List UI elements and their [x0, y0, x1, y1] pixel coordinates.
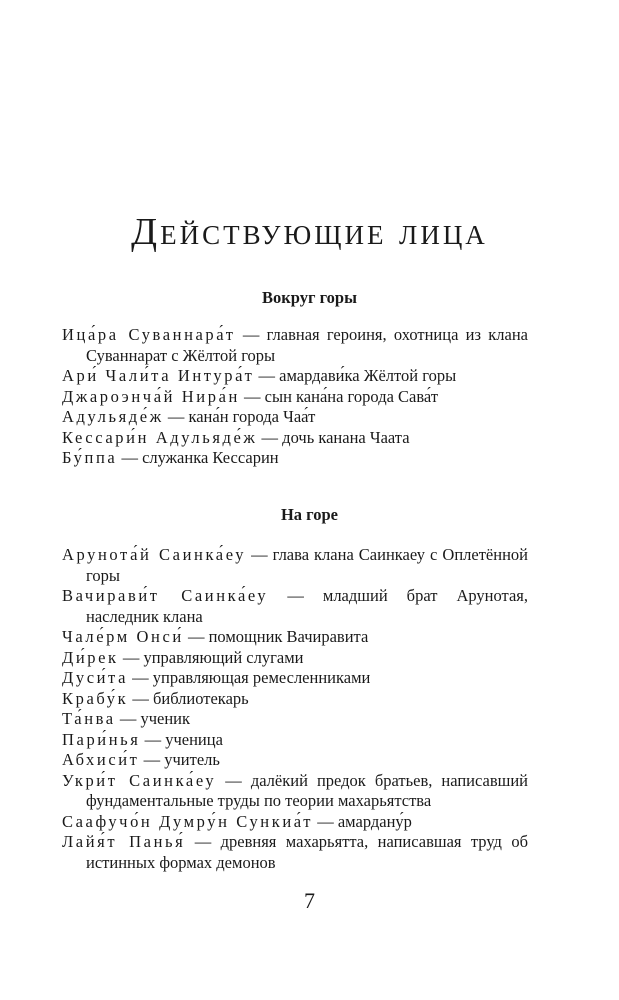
character-entry [62, 812, 528, 833]
character-name: Укри́т Саинка́еу [62, 770, 217, 790]
character-name: Абхиси́т [62, 750, 140, 769]
character-name: Вачирави́т Саинка́еу [62, 586, 269, 605]
character-name: Адульяде́ж [62, 407, 164, 426]
section-heading-on-mountain: На горе [280, 505, 339, 524]
character-entry [62, 325, 528, 366]
character-entry [62, 668, 528, 689]
character-list-on-mountain [62, 545, 528, 873]
character-description: — управляющий слугами [118, 647, 304, 667]
character-name: Крабу́к [62, 688, 129, 708]
character-description: — древняя махарьятта, написавшая труд об истинных формах демонов [86, 832, 528, 872]
character-description: — младший брат Арунотая, наследник клана [86, 586, 528, 626]
character-entry [62, 448, 528, 469]
character-entry [62, 709, 528, 730]
character-name: Дуси́та [62, 668, 128, 687]
character-description: — помощник Вачиравита [183, 627, 369, 646]
character-entry [62, 648, 528, 669]
character-name: Бу́ппа [62, 448, 118, 467]
character-description: — главная героиня, охотница из клана Суваннарат с Жёлтой горы [86, 325, 528, 365]
character-name: Ди́рек [62, 647, 119, 667]
character-entry [62, 832, 528, 873]
character-description: — управляющая ремесленниками [128, 668, 371, 687]
page-title: Действующие лица [131, 211, 488, 253]
character-description: — дочь канана Чаата [257, 427, 410, 447]
character-description: — кана́н города Чаа́т [163, 407, 316, 426]
character-name: Саафучо́н Думру́н Сункиа́т [62, 811, 314, 831]
character-list-around-mountain [62, 325, 528, 469]
character-name: Чале́рм Онси́ [62, 627, 184, 646]
character-name: Ица́ра Суваннара́т [62, 325, 236, 344]
character-entry [62, 407, 528, 428]
character-name: Пари́нья [62, 729, 141, 749]
character-description: — амардану́р [313, 811, 412, 831]
character-entry [62, 586, 528, 627]
character-entry [62, 689, 528, 710]
character-entry [62, 387, 528, 408]
character-description: — сын кана́на города Сава́т [239, 386, 439, 406]
character-description: — амардави́ка Жёлтой горы [254, 366, 457, 385]
character-name: Та́нва [62, 709, 116, 728]
character-name: Ари́ Чали́та Интура́т [62, 366, 255, 385]
section-heading-around-mountain: Вокруг горы [262, 288, 357, 307]
character-entry [62, 750, 528, 771]
character-name: Джароэнча́й Нира́н [62, 386, 240, 406]
character-entry [62, 730, 528, 751]
character-description: — ученица [140, 729, 223, 749]
character-name: Лайя́т Панья́ [62, 832, 186, 851]
character-description: — глава клана Саинкаеу с Оплетённой горы [86, 545, 528, 585]
character-description: — учитель [139, 750, 220, 769]
character-entry [62, 771, 528, 812]
character-entry [62, 545, 528, 586]
page-number: 7 [304, 888, 315, 913]
character-description: — далёкий предок братьев, написавший фундаментальные труды по теории махарьятства [86, 770, 529, 810]
character-description: — библиотекарь [128, 688, 249, 708]
character-description: — служанка Кессарин [117, 448, 279, 467]
character-name: Кессари́н Адульяде́ж [62, 427, 258, 447]
character-name: Арунота́й Саинка́еу [62, 545, 247, 564]
character-description: — ученик [115, 709, 191, 728]
character-entry [62, 366, 528, 387]
character-entry [62, 428, 528, 449]
character-entry [62, 627, 528, 648]
